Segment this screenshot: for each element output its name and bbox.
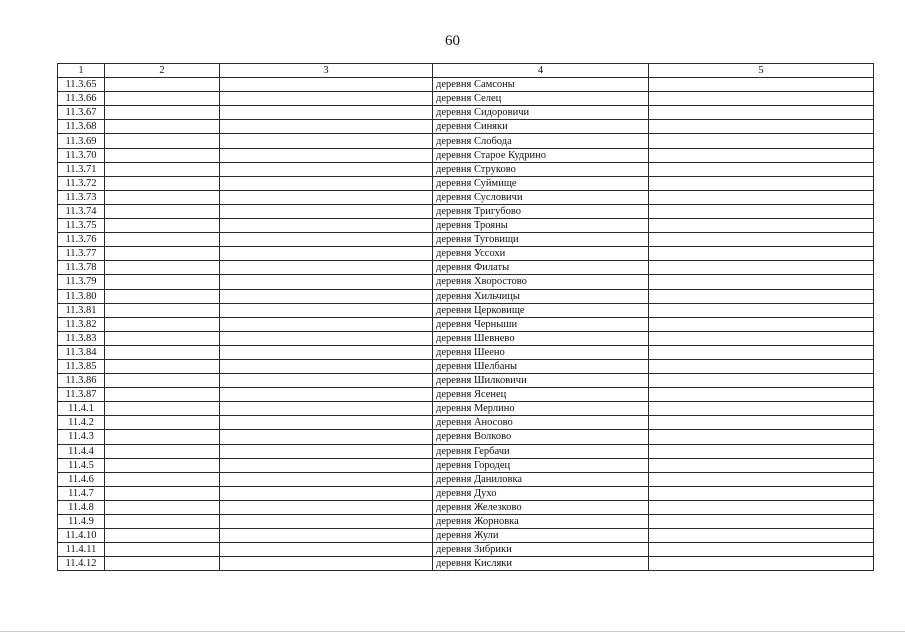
table-cell-c2 [105,359,220,373]
table-cell-c4: деревня Мерлино [433,402,649,416]
table-cell-c4: деревня Трояны [433,219,649,233]
table-cell-c2 [105,134,220,148]
table-cell-c5 [649,106,874,120]
table-cell-c2 [105,529,220,543]
table-cell-c1: 11.4.1 [58,402,105,416]
table-cell-c5 [649,148,874,162]
table-cell-c2 [105,204,220,218]
table-cell-c3 [220,543,433,557]
table-cell-c3 [220,430,433,444]
table-cell-c5 [649,331,874,345]
register-table [57,63,874,571]
table-cell-c4: деревня Хильчицы [433,289,649,303]
table-cell-c1: 11.3.77 [58,247,105,261]
table-cell-c3 [220,515,433,529]
table-cell-c1: 11.3.72 [58,176,105,190]
table-row [58,402,874,416]
table-cell-c5 [649,529,874,543]
column-header-3: 3 [220,64,433,78]
table-cell-c5 [649,275,874,289]
table-row [58,374,874,388]
table-cell-c3 [220,317,433,331]
table-row [58,176,874,190]
table-cell-c4: деревня Суймище [433,176,649,190]
table-cell-c2 [105,444,220,458]
table-cell-c4: деревня Ясенец [433,388,649,402]
table-cell-c3 [220,303,433,317]
table-cell-c2 [105,331,220,345]
table-cell-c1: 11.3.76 [58,233,105,247]
table-row [58,106,874,120]
table-cell-c2 [105,106,220,120]
table-cell-c4: деревня Селец [433,92,649,106]
table-row [58,303,874,317]
table-cell-c4: деревня Железково [433,500,649,514]
table-cell-c2 [105,515,220,529]
table-cell-c5 [649,402,874,416]
table-cell-c2 [105,374,220,388]
table-cell-c5 [649,472,874,486]
table-cell-c3 [220,500,433,514]
table-cell-c3 [220,472,433,486]
table-cell-c3 [220,92,433,106]
table-cell-c4: деревня Уссохи [433,247,649,261]
table-cell-c4: деревня Жули [433,529,649,543]
table-cell-c5 [649,317,874,331]
table-cell-c4: деревня Филаты [433,261,649,275]
table-row [58,472,874,486]
table-cell-c3 [220,78,433,92]
table-cell-c2 [105,472,220,486]
table-cell-c5 [649,388,874,402]
table-cell-c3 [220,486,433,500]
table-cell-c4: деревня Туговищи [433,233,649,247]
table-cell-c3 [220,275,433,289]
table-cell-c2 [105,303,220,317]
table-cell-c1: 11.4.12 [58,557,105,571]
table-cell-c1: 11.3.80 [58,289,105,303]
table-cell-c5 [649,359,874,373]
table-cell-c4: деревня Шевнево [433,331,649,345]
table-cell-c4: деревня Тригубово [433,204,649,218]
table-cell-c2 [105,92,220,106]
table-row [58,92,874,106]
table-cell-c4: деревня Черныши [433,317,649,331]
table-cell-c2 [105,345,220,359]
table-cell-c1: 11.3.85 [58,359,105,373]
table-cell-c4: деревня Слобода [433,134,649,148]
table-cell-c2 [105,543,220,557]
table-cell-c2 [105,261,220,275]
table-cell-c1: 11.3.74 [58,204,105,218]
table-cell-c3 [220,345,433,359]
table-cell-c3 [220,402,433,416]
table-cell-c3 [220,557,433,571]
table-cell-c5 [649,176,874,190]
table-cell-c1: 11.4.6 [58,472,105,486]
table-cell-c5 [649,303,874,317]
table-cell-c5 [649,430,874,444]
table-row [58,289,874,303]
table-cell-c5 [649,486,874,500]
table-cell-c1: 11.3.83 [58,331,105,345]
table-row [58,444,874,458]
table-cell-c3 [220,289,433,303]
table-cell-c3 [220,204,433,218]
table-cell-c1: 11.4.4 [58,444,105,458]
table-cell-c5 [649,289,874,303]
table-row [58,388,874,402]
table-cell-c3 [220,134,433,148]
table-cell-c5 [649,261,874,275]
table-cell-c4: деревня Шеено [433,345,649,359]
table-cell-c5 [649,515,874,529]
table-cell-c2 [105,388,220,402]
table-cell-c5 [649,416,874,430]
column-header-4: 4 [433,64,649,78]
table-cell-c2 [105,486,220,500]
table-cell-c3 [220,388,433,402]
table-cell-c5 [649,219,874,233]
table-cell-c1: 11.4.3 [58,430,105,444]
table-cell-c5 [649,190,874,204]
table-row [58,120,874,134]
table-cell-c5 [649,374,874,388]
table-cell-c1: 11.3.84 [58,345,105,359]
table-cell-c1: 11.3.79 [58,275,105,289]
table-cell-c4: деревня Шелбаны [433,359,649,373]
table-cell-c2 [105,190,220,204]
table-row [58,359,874,373]
table-row [58,78,874,92]
table-row [58,247,874,261]
table-row [58,317,874,331]
table-cell-c4: деревня Жорновка [433,515,649,529]
table-cell-c3 [220,331,433,345]
table-row [58,204,874,218]
table-row [58,219,874,233]
table-cell-c5 [649,247,874,261]
table-cell-c2 [105,78,220,92]
table-cell-c2 [105,219,220,233]
column-header-2: 2 [105,64,220,78]
table-cell-c3 [220,529,433,543]
table-cell-c1: 11.4.10 [58,529,105,543]
table-row [58,430,874,444]
table-cell-c5 [649,444,874,458]
table-cell-c1: 11.3.86 [58,374,105,388]
table-cell-c1: 11.3.65 [58,78,105,92]
table-cell-c4: деревня Кисляки [433,557,649,571]
table-cell-c4: деревня Гербачи [433,444,649,458]
page-number: 60 [445,33,460,49]
table-row [58,261,874,275]
table-cell-c1: 11.3.70 [58,148,105,162]
table-cell-c4: деревня Церковище [433,303,649,317]
table-cell-c5 [649,204,874,218]
table-cell-c4: деревня Хворостово [433,275,649,289]
table-row [58,500,874,514]
table-cell-c4: деревня Волково [433,430,649,444]
column-header-1: 1 [58,64,105,78]
table-cell-c4: деревня Самсоны [433,78,649,92]
table-cell-c3 [220,444,433,458]
table-cell-c3 [220,176,433,190]
table-cell-c1: 11.4.8 [58,500,105,514]
table-row [58,233,874,247]
table-cell-c4: деревня Даниловка [433,472,649,486]
table-cell-c3 [220,261,433,275]
table-row [58,416,874,430]
table-cell-c1: 11.3.67 [58,106,105,120]
table-cell-c1: 11.3.87 [58,388,105,402]
table-row [58,275,874,289]
table-cell-c4: деревня Аносово [433,416,649,430]
table-cell-c4: деревня Сусловичи [433,190,649,204]
table-row [58,486,874,500]
table-cell-c5 [649,92,874,106]
table-cell-c2 [105,120,220,134]
table-cell-c3 [220,219,433,233]
table-cell-c3 [220,359,433,373]
table-cell-c3 [220,190,433,204]
table-cell-c2 [105,148,220,162]
table-cell-c5 [649,458,874,472]
table-cell-c2 [105,162,220,176]
table-cell-c1: 11.3.81 [58,303,105,317]
table-cell-c3 [220,233,433,247]
table-cell-c3 [220,120,433,134]
table-cell-c5 [649,233,874,247]
table-cell-c1: 11.3.69 [58,134,105,148]
table-cell-c2 [105,275,220,289]
table-cell-c4: деревня Духо [433,486,649,500]
table-cell-c1: 11.3.82 [58,317,105,331]
table-cell-c1: 11.4.2 [58,416,105,430]
table-cell-c1: 11.4.9 [58,515,105,529]
table-cell-c2 [105,402,220,416]
table-cell-c4: деревня Шилковичи [433,374,649,388]
table-body [58,78,874,571]
table-row [58,515,874,529]
table-cell-c3 [220,106,433,120]
table-cell-c2 [105,233,220,247]
table-cell-c5 [649,557,874,571]
table-cell-c1: 11.3.73 [58,190,105,204]
table-cell-c3 [220,162,433,176]
table-row [58,543,874,557]
scan-edge-line [0,631,905,632]
table-cell-c5 [649,345,874,359]
table-cell-c2 [105,500,220,514]
table-row [58,134,874,148]
table-cell-c5 [649,134,874,148]
table-row [58,190,874,204]
table-cell-c1: 11.4.7 [58,486,105,500]
header-row [58,64,874,78]
table-cell-c2 [105,176,220,190]
table-cell-c4: деревня Сидоровичи [433,106,649,120]
table-row [58,162,874,176]
table-cell-c3 [220,458,433,472]
table-cell-c5 [649,543,874,557]
table-row [58,148,874,162]
table-row [58,331,874,345]
table-cell-c5 [649,78,874,92]
table-cell-c3 [220,247,433,261]
table-row [58,557,874,571]
table-row [58,458,874,472]
table-cell-c5 [649,500,874,514]
table-cell-c2 [105,317,220,331]
table-cell-c2 [105,289,220,303]
table-cell-c4: деревня Городец [433,458,649,472]
table-cell-c1: 11.3.66 [58,92,105,106]
table-cell-c1: 11.4.11 [58,543,105,557]
table-cell-c1: 11.3.75 [58,219,105,233]
table-cell-c2 [105,430,220,444]
table-cell-c2 [105,247,220,261]
table-cell-c3 [220,148,433,162]
table-cell-c4: деревня Синяки [433,120,649,134]
table-cell-c3 [220,374,433,388]
table-row [58,529,874,543]
table-cell-c2 [105,458,220,472]
table-cell-c5 [649,162,874,176]
table-cell-c1: 11.3.68 [58,120,105,134]
table-cell-c1: 11.3.71 [58,162,105,176]
table-cell-c3 [220,416,433,430]
table-cell-c1: 11.3.78 [58,261,105,275]
table-cell-c4: деревня Зибрики [433,543,649,557]
table-cell-c1: 11.4.5 [58,458,105,472]
table-cell-c2 [105,416,220,430]
table-row [58,345,874,359]
table-cell-c4: деревня Струково [433,162,649,176]
table-cell-c5 [649,120,874,134]
table-cell-c4: деревня Старое Кудрино [433,148,649,162]
table-cell-c2 [105,557,220,571]
column-header-5: 5 [649,64,874,78]
